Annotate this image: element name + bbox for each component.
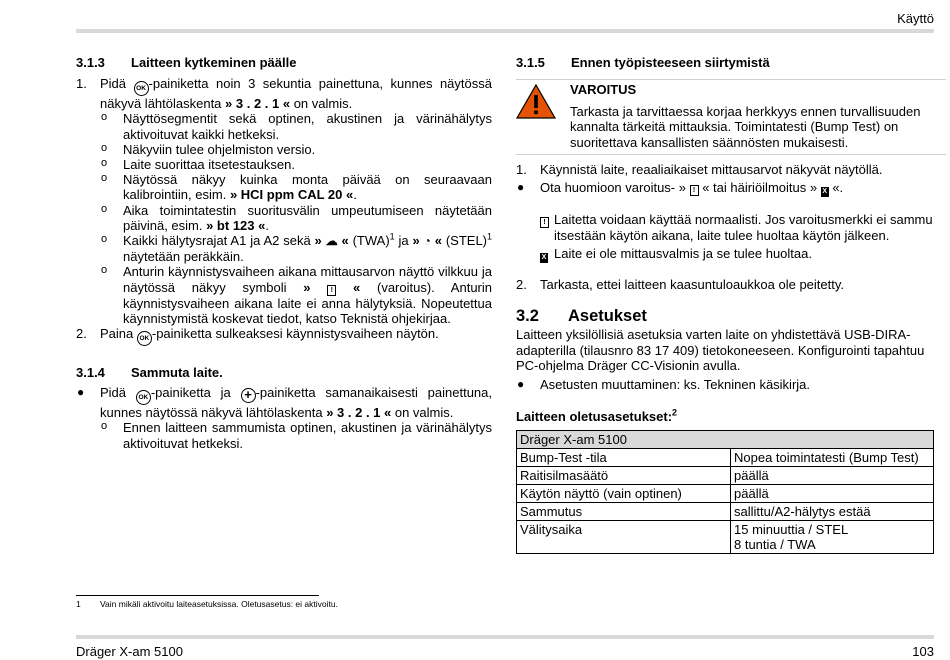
table-cell: Nopea toimintatesti (Bump Test) [731, 449, 934, 467]
ok-button-icon: OK [137, 331, 152, 346]
section-number: 3.1.5 [516, 55, 545, 70]
bullet-icon: ● [517, 377, 525, 392]
section-32-heading [516, 309, 946, 324]
warning-symbol-icon: ! [690, 185, 699, 196]
footer-rule [76, 635, 934, 639]
footnote-rule [76, 595, 319, 596]
list-number: 1. [76, 76, 87, 92]
section-title: Laitteen kytkeminen päälle [131, 55, 297, 70]
paragraph: Laitteen yksilöllisiä asetuksia varten laite on yhdistettävä USB-DIRA-adapterilla (tilausnro 83 17 409) tietokoneeseen. Konfigurointi tapahtuu PC-ohjelma Dräger CC-Visionin avulla. [516, 327, 925, 373]
table-cell: päällä [731, 485, 934, 503]
cell-line: 8 tuntia / TWA [734, 537, 816, 553]
warning-box [516, 79, 946, 155]
warning-symbol-icon: ! [327, 285, 336, 296]
section-313-heading [76, 55, 492, 70]
section-number: 3.1.3 [76, 55, 105, 70]
list-number: 1. [516, 162, 527, 178]
section-314-heading [76, 365, 492, 380]
ok-button-icon: OK [134, 81, 149, 96]
fault-symbol-icon: X [541, 253, 547, 261]
hollow-bullet-icon: o [101, 157, 108, 170]
section-number: 3.1.4 [76, 365, 105, 381]
note-item: X Laite ei ole mittausvalmis ja se tulee huoltaa. [541, 245, 812, 261]
footnote [76, 599, 338, 609]
hollow-bullet-icon: o [101, 172, 108, 185]
table-row [517, 449, 934, 467]
footnote-number: 1 [76, 599, 81, 609]
table-row [517, 467, 934, 485]
warning-symbol-icon: ! [540, 217, 549, 228]
warning-text: Tarkasta ja tarvittaessa korjaa herkkyys ennen turvallisuuden kannalta tärkeitä mittauksia. Toimintatesti (Bump Test) on suoritettava kansallisten säännösten mukaisesti. [570, 104, 921, 150]
sub-list-item: o Aika toimintatestin suoritusvälin umpeutumiseen näytetään päivinä, esim. » bt 123 «. [101, 202, 492, 233]
warning-triangle-icon [516, 83, 556, 119]
footer-product: Dräger X-am 5100 [76, 644, 183, 659]
warning-title: VAROITUS [570, 82, 637, 98]
right-column [516, 55, 946, 554]
sub-list-item: o Ennen laitteen sammumista optinen, akustinen ja värinähälytys aktivoituvat hetkeksi. [101, 420, 492, 451]
table-row [517, 485, 934, 503]
section-title: Asetukset [568, 307, 647, 326]
header-title: Käyttö [897, 11, 934, 26]
list-number: 2. [76, 326, 87, 342]
bullet-icon: ● [517, 180, 525, 195]
fault-symbol-icon: X [822, 188, 828, 196]
footnote-text: Vain mikäli aktivoitu laiteasetuksissa. Oletusasetus: ei aktivoitu. [100, 599, 338, 609]
defaults-heading: Laitteen oletusasetukset:$^2$ [516, 407, 678, 425]
note-item: ! Laitetta voidaan käyttää normaalisti. Jos varoitusmerkki ei sammu itsestään käytön aikana, laite tulee huoltaa käytön jälkeen. [516, 212, 946, 242]
header-rule [76, 29, 934, 33]
hollow-bullet-icon: o [101, 202, 108, 215]
hollow-bullet-icon: o [101, 111, 108, 124]
twa-symbol-icon: ☁ [325, 234, 338, 249]
list-item: 2. Paina OK -painiketta sulkeaksesi käynnistysvaiheen näytön. [76, 326, 492, 346]
table-cell: Raitisilmasäätö [517, 467, 731, 485]
list-item: 1. Käynnistä laite, reaaliaikaiset mittausarvot näkyvät näytöllä. [516, 162, 883, 178]
sub-list-item: o Näytössä näkyy kuinka monta päivää on seuraavaan kalibrointiin, esim. » HCI ppm CAL 20 «. [101, 172, 492, 203]
table-cell: Välitysaika [517, 521, 731, 554]
hollow-bullet-icon: o [101, 420, 108, 433]
plus-button-icon: + [241, 388, 256, 403]
table-cell [731, 521, 934, 554]
table-cell: Bump-Test -tila [517, 449, 731, 467]
hollow-bullet-icon: o [101, 233, 108, 246]
list-item: 1. Pidä OK -painiketta noin 3 sekuntia painettuna, kunnes näytössä näkyvä lähtölaskenta » 3 . 2 . 1 « on valmis. [76, 76, 492, 112]
sub-list-item: o Näkyviin tulee ohjelmiston versio. [101, 141, 316, 157]
table-header: Dräger X-am 5100 [517, 431, 934, 449]
list-item: 2. Tarkasta, ettei laitteen kaasuntuloaukkoa ole peitetty. [516, 277, 845, 293]
stel-clock-icon: ◔ [423, 234, 431, 249]
table-cell: sallittu/A2-hälytys estää [731, 503, 934, 521]
section-315-heading [516, 55, 946, 70]
defaults-table [516, 430, 934, 554]
bullet-item: ● Asetusten muuttaminen: ks. Tekninen käsikirja. [517, 377, 811, 393]
ok-button-icon: OK [136, 390, 151, 405]
sub-list-item: o Näyttösegmentit sekä optinen, akustinen ja värinähälytys aktivoituvat kaikki hetkeksi. [101, 111, 492, 142]
bullet-item: ● Pidä OK -painiketta ja + -painiketta samanaikaisesti painettuna, kunnes näytössä näkyvä lähtölaskenta » 3 . 2 . 1 « on valmis. [77, 385, 492, 421]
sub-list-item: o Laite suorittaa itsetestauksen. [101, 157, 295, 173]
hollow-bullet-icon: o [101, 264, 108, 277]
page-number: 103 [912, 644, 934, 659]
table-cell: Käytön näyttö (vain optinen) [517, 485, 731, 503]
bullet-item: ● Ota huomioon varoitus- » ! « tai häiriöilmoitus » X «. [517, 180, 844, 196]
table-cell: päällä [731, 467, 934, 485]
section-number: 3.2 [516, 307, 539, 326]
cell-line: 15 minuuttia / STEL [734, 522, 849, 538]
left-column [76, 55, 492, 451]
sub-list-item: o Anturin käynnistysvaiheen aikana mittausarvon näyttö vilkkuu ja näytössä näkyy symboli » ! « (varoitus). Anturin käynnistysvaiheen aikana laite ei anna hälytyksiä. Nopeutettua käynnistymistä koskevat tiedot, katso Teknistä ohjekirjaa. [101, 264, 492, 326]
section-title: Ennen työpisteeseen siirtymistä [571, 55, 770, 70]
table-header-row [517, 431, 934, 449]
table-row [517, 503, 934, 521]
section-title: Sammuta laite. [131, 365, 223, 381]
sub-list-item: o Kaikki hälytysrajat A1 ja A2 sekä » ☁ « (TWA)$^1$ ja » ◔ « (STEL)$^1$ näytetään peräkkäin. [101, 231, 493, 265]
list-number: 2. [516, 277, 527, 293]
hollow-bullet-icon: o [101, 141, 108, 154]
bullet-icon: ● [77, 385, 85, 400]
table-cell: Sammutus [517, 503, 731, 521]
table-row [517, 521, 934, 554]
